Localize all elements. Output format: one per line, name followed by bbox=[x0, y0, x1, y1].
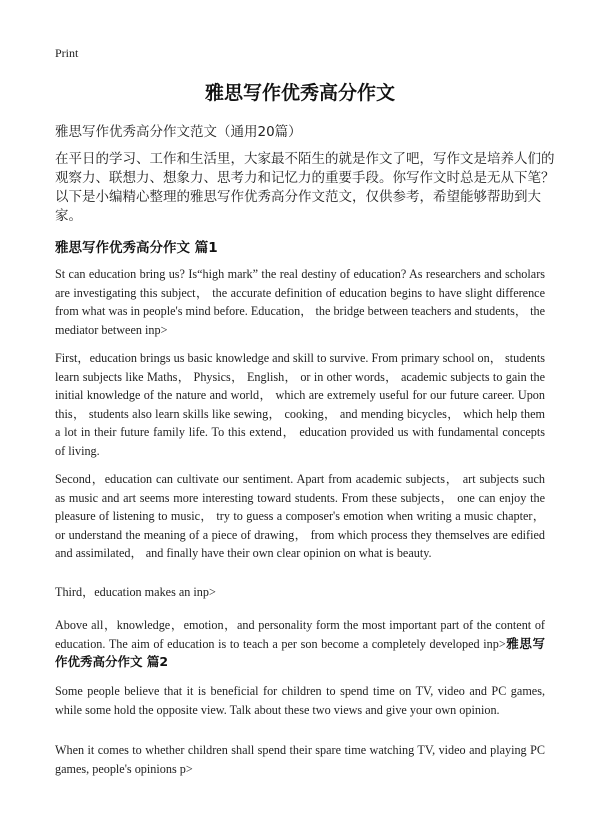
section-heading-2: 雅思写作优秀高分作文 篇2 bbox=[55, 635, 545, 669]
body-paragraph-5-text: Above all，knowledge，emotion，and personality form the most important part of the content of education. The aim of education is to teach a per son become a completely developed inp> bbox=[55, 618, 545, 651]
document-subtitle: 雅思写作优秀高分作文范文（通用20篇） bbox=[55, 124, 302, 140]
body-paragraph-1: St can education bring us? Is“high mark” the real destiny of education? As researchers and scholars are investigating this subject， the accurate definition of education begins to have slight difference from what was in people's mind before. Education， the bridge between teachers and students， the mediator between inp> bbox=[55, 267, 545, 337]
intro-paragraph: 在平日的学习、工作和生活里，大家最不陌生的就是作文了吧，写作文是培养人们的观察力、联想力、想象力、思考力和记忆力的重要手段。你写作文时总是无从下笔？以下是小编精心整理的雅思写作优秀高分作文范文，仅供参考，希望能够帮助到大家。 bbox=[55, 151, 555, 224]
body-paragraph-5 bbox=[55, 616, 545, 672]
page-title: 雅思写作优秀高分作文 bbox=[204, 82, 395, 104]
print-link[interactable]: Print bbox=[55, 46, 79, 60]
body-paragraph-3: Second，education can cultivate our sentiment. Apart from academic subjects， art subjects such as music and art seems more interesting toward students. From these subjects， one can enjoy the pleasure of listening to music， try to guess a composer's emotion when writing a music chapter， or understand the meaning of a piece of drawing， from which process they themselves are edified and assimilated， and finally have their own clear opinion on what is beauty. bbox=[55, 472, 545, 560]
body-paragraph-4: Third，education makes an inp> bbox=[55, 585, 216, 599]
body-paragraph-6: Some people believe that it is beneficial for children to spend time on TV, video and PC games, while some hold the opposite view. Talk about these two views and give your own opinion. bbox=[55, 684, 545, 717]
body-paragraph-2: First，education brings us basic knowledge and skill to survive. From primary school on， students learn subjects like Maths， Physics， English， or in other words， academic subjects to gain the initial knowledge of the nature and world， which are extremely useful for our future career. Upon this， students also learn skills like sewing， cooking， and mending bicycles， which help them a lot in their future family life. To this extend， education provided us with fundamental concepts of living. bbox=[55, 351, 545, 458]
body-paragraph-7: When it comes to whether children shall spend their spare time watching TV, video and playing PC games, people's opinions p> bbox=[55, 743, 545, 776]
section-heading-1: 雅思写作优秀高分作文 篇1 bbox=[55, 240, 218, 256]
